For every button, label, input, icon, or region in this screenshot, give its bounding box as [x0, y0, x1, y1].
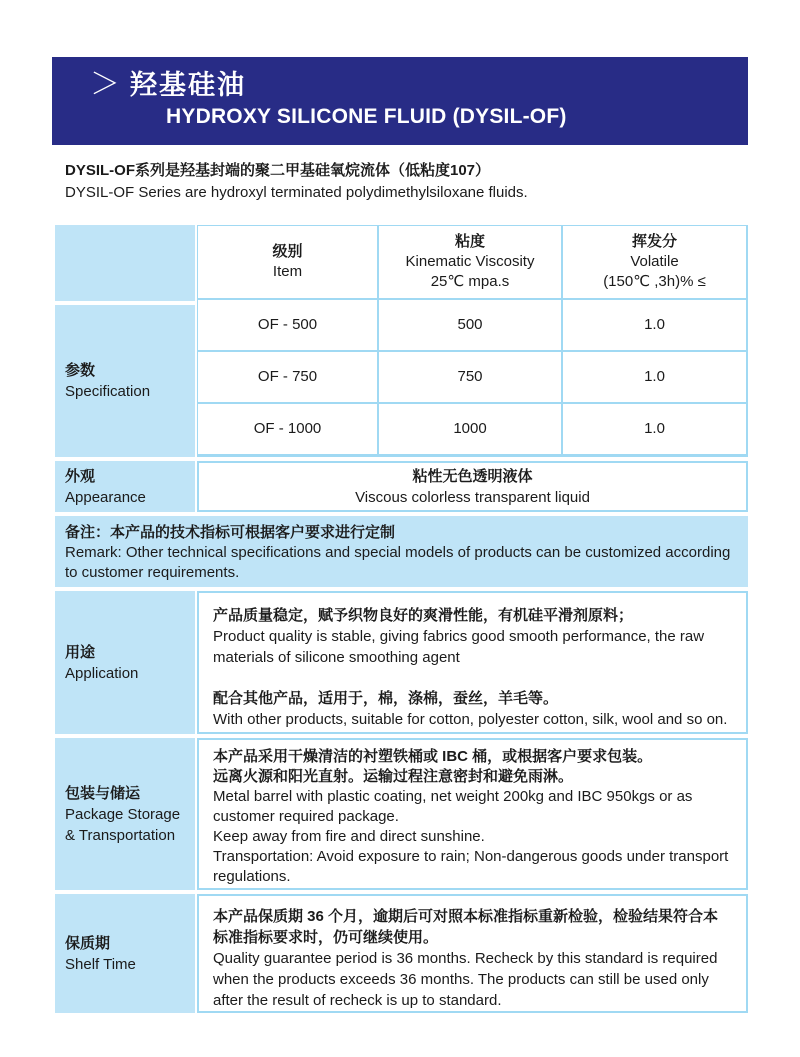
package-line-1: 本产品采用干燥清洁的衬塑铁桶或 IBC 桶，或根据客户要求包装。: [213, 748, 653, 765]
intro-line-en: DYSIL-OF Series are hydroxyl terminated polydimethylsiloxane fluids.: [65, 184, 528, 201]
appearance-value-box: [197, 461, 748, 512]
package-text-box: [197, 738, 748, 890]
application-section: [55, 591, 748, 734]
spec-table: [197, 225, 748, 457]
application-label-en: Application: [65, 664, 139, 682]
table-cell-viscosity: 500: [379, 300, 561, 350]
table-cell-volatile: 1.0: [563, 352, 746, 402]
header-title-row: [90, 68, 748, 102]
shelf-label-zh: 保质期: [65, 934, 111, 952]
product-title-zh: 羟基硅油: [130, 70, 246, 100]
application-p2-zh: 配合其他产品，适用于，棉，涤棉，蚕丝，羊毛等。: [213, 690, 559, 707]
col-header-volatile-zh: 挥发分: [631, 233, 677, 250]
package-section: [55, 738, 748, 890]
package-line-2: 远离火源和阳光直射。运输过程注意密封和避免雨淋。: [213, 768, 574, 785]
col-header-volatile-unit: (150℃ ,3h)% ≤: [603, 273, 706, 290]
package-label-en2: & Transportation: [65, 826, 176, 844]
table-cell-item: OF - 500: [198, 300, 377, 350]
chevron-right-icon: ＞: [90, 68, 120, 101]
appearance-value-en: Viscous colorless transparent liquid: [355, 488, 590, 506]
col-header-item-zh: 级别: [272, 243, 303, 260]
table-cell-volatile: 1.0: [563, 300, 746, 350]
spec-label-zh: 参数: [65, 362, 96, 379]
package-label-en1: Package Storage: [65, 805, 181, 823]
appearance-label-en: Appearance: [65, 488, 146, 506]
appearance-section: [55, 461, 748, 512]
table-cell-viscosity: 1000: [379, 404, 561, 454]
package-label-zh: 包装与储运: [65, 784, 141, 802]
application-p1-zh: 产品质量稳定，赋予织物良好的爽滑性能，有机硅平滑剂原料；: [213, 607, 634, 624]
application-p1-en: Product quality is stable, giving fabrics good smooth performance, the raw materials of silicone smoothing agent: [213, 628, 705, 666]
shelf-label-en: Shelf Time: [65, 955, 136, 973]
shelf-label-cell: [55, 894, 195, 1013]
application-label-cell: [55, 591, 195, 734]
appearance-value-zh: 粘性无色透明液体: [412, 467, 533, 485]
col-header-viscosity-unit: 25℃ mpa.s: [430, 273, 510, 290]
spec-section: [55, 225, 748, 457]
col-header-viscosity-en: Kinematic Viscosity: [405, 253, 535, 270]
product-title-en: HYDROXY SILICONE FLUID (DYSIL-OF): [166, 105, 567, 128]
col-header-volatile: [563, 226, 746, 298]
appearance-label-zh: 外观: [65, 467, 96, 485]
intro-paragraph: [65, 160, 745, 204]
col-header-item-en: Item: [272, 263, 303, 280]
spec-label-cell: [55, 305, 195, 457]
remark-line-en: Remark: Other technical specifications and special models of products can be customized according to customer requirements.: [65, 544, 731, 581]
application-text-box: [197, 591, 748, 734]
col-header-viscosity-zh: 粘度: [454, 233, 485, 250]
package-line-5: Transportation: Avoid exposure to rain; Non-dangerous goods under transport regulations.: [213, 848, 729, 885]
spec-label-en: Specification: [65, 383, 151, 400]
table-cell-volatile: 1.0: [563, 404, 746, 454]
remark-section: [55, 516, 748, 587]
spec-header-label-cell: [55, 225, 195, 301]
shelf-text-zh: 本产品保质期 36 个月，逾期后可对照本标准指标重新检验，检验结果符合本标准指标要求时，仍可继续使用。: [213, 908, 719, 946]
package-line-3: Metal barrel with plastic coating, net weight 200kg and IBC 950kgs or as customer required package.: [213, 788, 693, 825]
col-header-item: [198, 226, 377, 298]
table-cell-viscosity: 750: [379, 352, 561, 402]
package-line-4: Keep away from fire and direct sunshine.: [213, 828, 485, 845]
col-header-volatile-en: Volatile: [630, 253, 679, 270]
header-banner: [52, 57, 748, 145]
shelf-text-box: [197, 894, 748, 1013]
shelf-text-en: Quality guarantee period is 36 months. Recheck by this standard is required when the products exceeds 36 months. The products can still be used only after the result of recheck is up to standard.: [213, 950, 718, 1009]
shelf-section: [55, 894, 748, 1013]
application-p2-en: With other products, suitable for cotton, polyester cotton, silk, wool and so on.: [213, 711, 728, 728]
col-header-viscosity: [379, 226, 561, 298]
application-label-zh: 用途: [65, 643, 96, 661]
package-label-cell: [55, 738, 195, 890]
appearance-label-cell: [55, 461, 195, 512]
table-cell-item: OF - 750: [198, 352, 377, 402]
intro-line-zh: DYSIL-OF系列是羟基封端的聚二甲基硅氧烷流体（低粘度107）: [65, 162, 491, 179]
table-cell-item: OF - 1000: [198, 404, 377, 454]
remark-line-zh: 备注：本产品的技术指标可根据客户要求进行定制: [65, 524, 396, 541]
